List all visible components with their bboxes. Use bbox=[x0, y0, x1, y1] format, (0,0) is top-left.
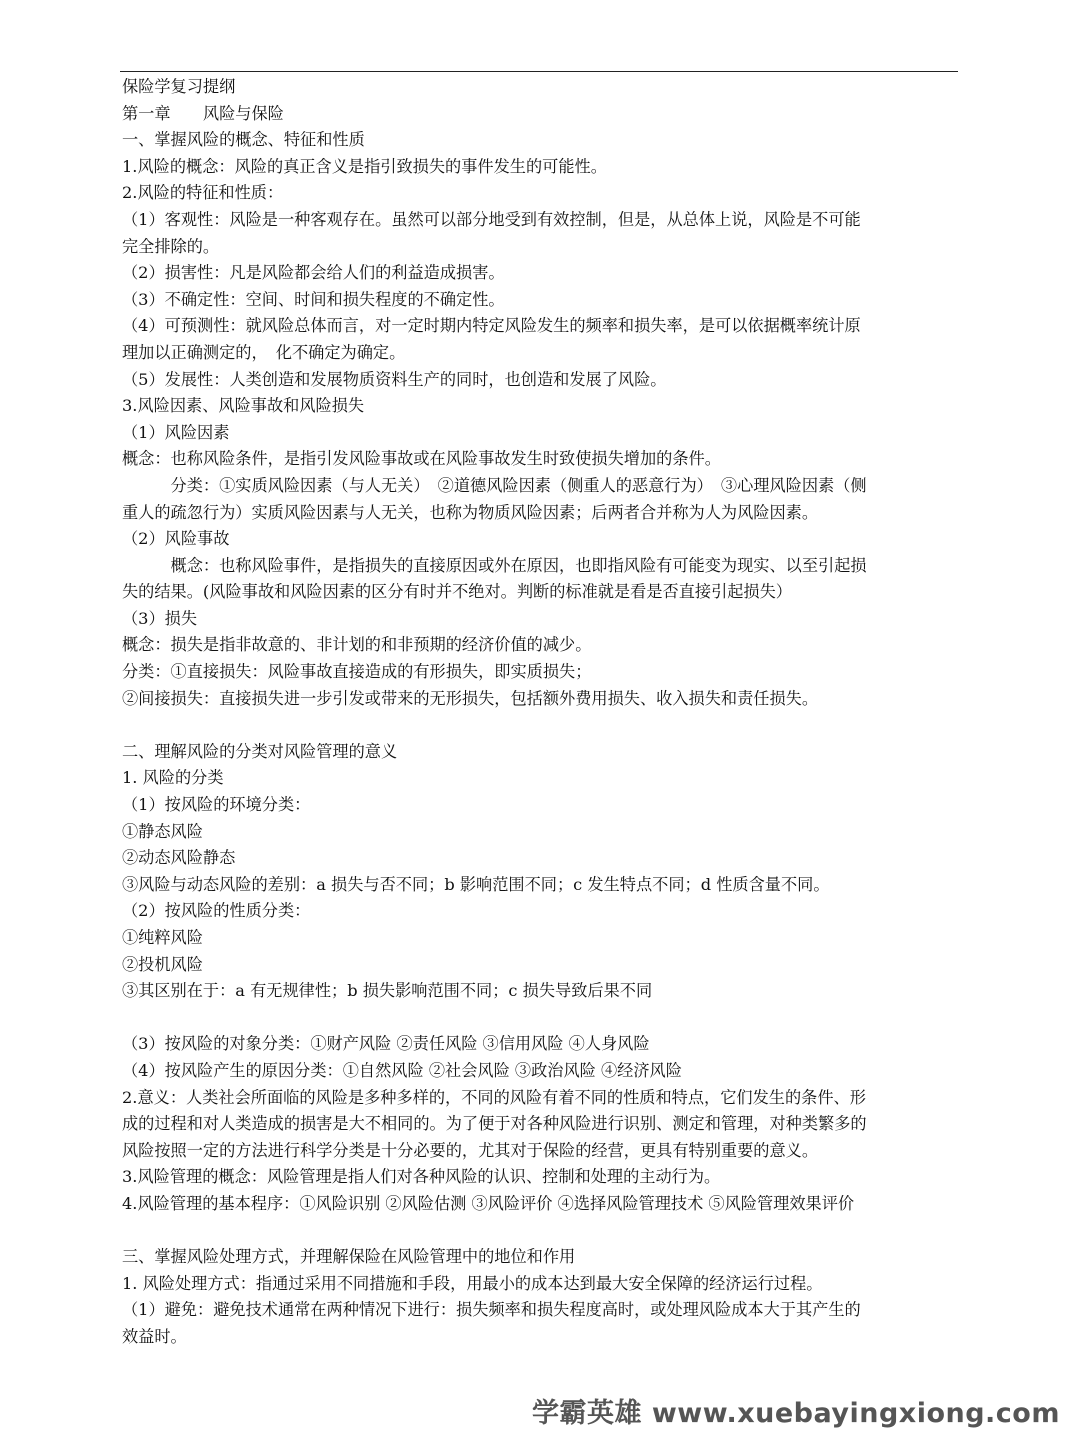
text-line: （1）风险因素 bbox=[122, 422, 230, 442]
document-body bbox=[122, 74, 958, 1351]
text-line: ③其区别在于：a 有无规律性；b 损失影响范围不同；c 损失导致后果不同 bbox=[122, 981, 653, 1001]
text-line: 二、理解风险的分类对风险管理的意义 bbox=[122, 741, 398, 761]
text-line: 1.风险的概念：风险的真正含义是指引致损失的事件发生的可能性。 bbox=[122, 156, 607, 176]
text-line: 概念：也称风险事件，是指损失的直接原因或外在原因，也即指风险有可能变为现实、以至引起损 bbox=[122, 555, 867, 575]
blank-line bbox=[122, 1005, 958, 1032]
text-line: 2.意义：人类社会所面临的风险是多种多样的，不同的风险有着不同的性质和特点，它们发生的条件、形 bbox=[122, 1087, 866, 1107]
text-line: ②动态风险静态 bbox=[122, 848, 236, 868]
text-line: （2）风险事故 bbox=[122, 529, 230, 549]
text-line: 概念：也称风险条件，是指引发风险事故或在风险事故发生时致使损失增加的条件。 bbox=[122, 449, 721, 469]
text-line: （1）按风险的环境分类： bbox=[122, 795, 311, 815]
text-line: 分类：①实质风险因素（与人无关） ②道德风险因素（侧重人的恶意行为） ③心理风险因素（侧 bbox=[122, 475, 867, 495]
text-line: ②间接损失：直接损失进一步引发或带来的无形损失，包括额外费用损失、收入损失和责任损失。 bbox=[122, 688, 819, 708]
text-line: 1. 风险处理方式：指通过采用不同措施和手段，用最小的成本达到最大安全保障的经济运行过程。 bbox=[122, 1273, 823, 1293]
header-rule bbox=[120, 71, 958, 72]
text-line: （3）按风险的对象分类：①财产风险 ②责任风险 ③信用风险 ④人身风险 bbox=[122, 1034, 650, 1054]
text-line: （5）发展性：人类创造和发展物质资料生产的同时，也创造和发展了风险。 bbox=[122, 369, 667, 389]
text-line: （1）客观性：风险是一种客观存在。虽然可以部分地受到有效控制，但是，从总体上说，风险是不可能 bbox=[122, 209, 861, 229]
text-line: （2）按风险的性质分类： bbox=[122, 901, 311, 921]
text-line: 1. 风险的分类 bbox=[122, 768, 224, 788]
text-line: 重人的疏忽行为）实质风险因素与人无关，也称为物质风险因素；后两者合并称为人为风险因素。 bbox=[122, 502, 819, 522]
text-line: 保险学复习提纲 bbox=[122, 77, 236, 96]
text-line: 成的过程和对人类造成的损害是大不相同的。为了便于对各种风险进行识别、测定和管理，对种类繁多的 bbox=[122, 1114, 867, 1134]
text-line: （4）按风险产生的原因分类：①自然风险 ②社会风险 ③政治风险 ④经济风险 bbox=[122, 1060, 682, 1080]
text-line: 一、掌握风险的概念、特征和性质 bbox=[122, 130, 365, 150]
text-line: （1）避免：避免技术通常在两种情况下进行：损失频率和损失程度高时，或处理风险成本大于其产生的 bbox=[122, 1300, 861, 1320]
text-line: 效益时。 bbox=[122, 1326, 187, 1346]
text-line: 理加以正确测定的， 化不确定为确定。 bbox=[122, 342, 406, 362]
text-line: 失的结果。(风险事故和风险因素的区分有时并不绝对。判断的标准就是看是否直接引起损失） bbox=[122, 582, 792, 602]
text-line: ①静态风险 bbox=[122, 821, 203, 841]
site-watermark: 学霸英雄 www.xuebayingxiong.com bbox=[531, 1398, 1060, 1429]
text-line: （3）损失 bbox=[122, 608, 198, 628]
text-line: 3.风险管理的概念：风险管理是指人们对各种风险的认识、控制和处理的主动行为。 bbox=[122, 1167, 721, 1187]
text-line: 完全排除的。 bbox=[122, 236, 220, 256]
text-line: 概念：损失是指非故意的、非计划的和非预期的经济价值的减少。 bbox=[122, 635, 592, 655]
text-line: 3.风险因素、风险事故和风险损失 bbox=[122, 396, 365, 416]
text-line: 2.风险的特征和性质： bbox=[122, 183, 284, 203]
text-line: 第一章 风险与保险 bbox=[122, 103, 284, 123]
text-line: （2）损害性：凡是风险都会给人们的利益造成损害。 bbox=[122, 263, 505, 283]
text-line: ③风险与动态风险的差别：a 损失与否不同；b 影响范围不同；c 发生特点不同；d 性质含量不同。 bbox=[122, 874, 830, 894]
blank-line bbox=[122, 712, 958, 739]
text-line: 4.风险管理的基本程序：①风险识别 ②风险估测 ③风险评价 ④选择风险管理技术 ⑤风险管理效果评价 bbox=[122, 1193, 855, 1213]
text-line: ①纯粹风险 bbox=[122, 928, 203, 947]
text-line: 分类：①直接损失：风险事故直接造成的有形损失，即实质损失； bbox=[122, 662, 592, 682]
text-line: 三、掌握风险处理方式，并理解保险在风险管理中的地位和作用 bbox=[122, 1247, 576, 1267]
blank-line bbox=[122, 1218, 958, 1245]
text-line: ②投机风险 bbox=[122, 954, 203, 974]
text-line: （3）不确定性：空间、时间和损失程度的不确定性。 bbox=[122, 289, 505, 309]
text-line: （4）可预测性：就风险总体而言，对一定时期内特定风险发生的频率和损失率，是可以依据概率统计原 bbox=[122, 316, 861, 336]
text-line: 风险按照一定的方法进行科学分类是十分必要的，尤其对于保险的经营，更具有特别重要的意义。 bbox=[122, 1140, 819, 1160]
